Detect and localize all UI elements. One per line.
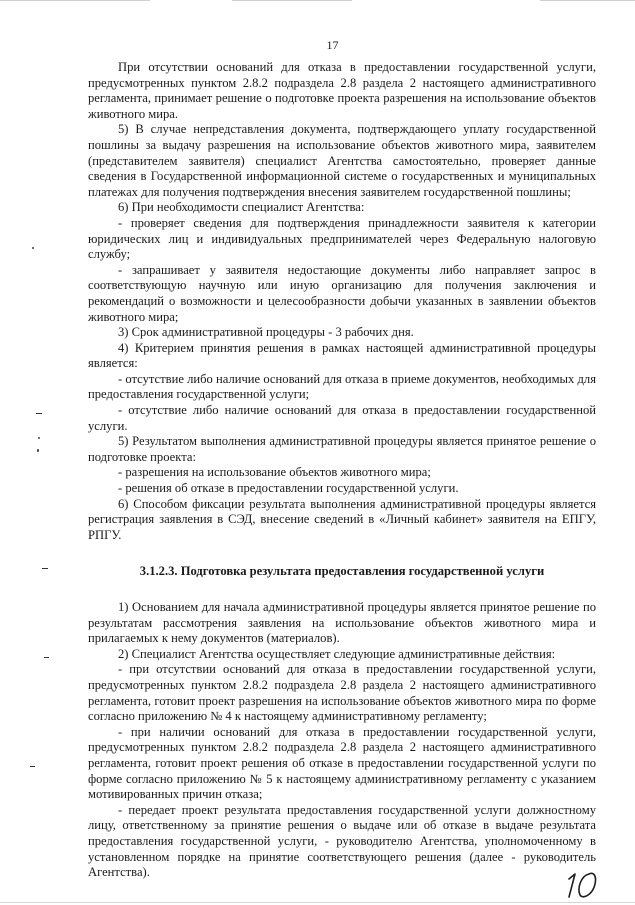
- paragraph: - запрашивает у заявителя недостающие документы либо направляет запрос в соответствующую научную или иную организацию для получения заключения и рекомендаций о возможности и целесообразности добычи указанных в заявлении объектов животного мира;: [88, 262, 596, 324]
- margin-speck: [36, 413, 42, 414]
- margin-speck: [44, 657, 49, 658]
- margin-speck: [32, 247, 34, 249]
- section-title: 3.1.2.3. Подготовка результата предоставления государственной услуги: [139, 564, 545, 579]
- top-edge-line: [540, 0, 635, 1]
- paragraph: 3) Срок административной процедуры - 3 рабочих дня.: [118, 325, 414, 340]
- paragraph: - отсутствие либо наличие оснований для отказа в приеме документов, необходимых для предоставления государственной услуги;: [88, 371, 596, 402]
- paragraph: - разрешения на использование объектов животного мира;: [118, 465, 431, 480]
- paragraph: 5) В случае непредставления документа, подтверждающего уплату государственной пошлины за выдачу разрешения на использование объектов животного мира, заявителем (представителем заявителя) специалист Агентства самостоятельно, проверяет данные сведения в Государственной информационной системе о государственных и муниципальных платежах для получения подтверждения внесения заявителем государственной пошлины;: [88, 122, 596, 199]
- margin-speck: [37, 449, 39, 452]
- paragraph: 5) Результатом выполнения административной процедуры является принятое решение о подготовке проекта:: [88, 434, 596, 464]
- paragraph: - отсутствие либо наличие оснований для отказа в предоставлении государственной услуги.: [88, 403, 596, 433]
- paragraph: - решения об отказе в предоставлении государственной услуги.: [118, 481, 459, 496]
- margin-speck: [38, 437, 40, 439]
- bottom-edge-line: [0, 902, 635, 903]
- paragraph: - передает проект результата предоставления государственной услуги должностному лицу, ответственному за принятие решения о выдаче или об отказе в выдаче результата предоставления государственной услуги, - руководителю Агентства, уполномоченному в установленном порядке на принятие соответствующего решения (далее - руководитель Агентства).: [88, 802, 596, 880]
- top-edge-line: [0, 0, 150, 1]
- paragraph: - при наличии оснований для отказа в предоставлении государственной услуги, предусмотренных пунктом 2.8.2 подраздела 2.8 раздела 2 настоящего административного регламента, готовит проект решения об отказе в предоставлении государственной услуги по форме согласно приложению № 5 к настоящему административному регламенту с указанием мотивированных причин отказа;: [88, 724, 596, 802]
- paragraph: 2) Специалист Агентства осуществляет следующие административные действия:: [118, 646, 556, 661]
- top-edge-line: [232, 0, 352, 1]
- paragraph: - проверяет сведения для подтверждения принадлежности заявителя к категории юридических лиц и индивидуальных предпринимателей через Федеральную налоговую службу;: [88, 215, 596, 262]
- margin-speck: [30, 766, 35, 767]
- paragraph: 4) Критерием принятия решения в рамках настоящей административной процедуры является:: [88, 340, 596, 371]
- paragraph: При отсутствии оснований для отказа в предоставлении государственной услуги, предусмотренных пунктом 2.8.2 подраздела 2.8 раздела 2 настоящего административного регламента, принимает решение о подготовке проекта разрешения на использование объектов животного мира.: [88, 60, 596, 121]
- paragraph: 1) Основанием для начала административной процедуры является принятое решение по результатам рассмотрения заявления на использование объектов животного мира и прилагаемых к нему документов (материалов).: [88, 600, 596, 646]
- page-number: 17: [326, 38, 339, 52]
- paragraph: 6) Способом фиксации результата выполнения административной процедуры является регистрация заявления в СЭД, внесение сведений в «Личный кабинет» заявителя на ЕПГУ, РПГУ.: [88, 496, 596, 542]
- handwritten-page-number: [563, 870, 603, 900]
- document-body: [88, 60, 596, 881]
- paragraph: - при отсутствии оснований для отказа в предоставлении государственной услуги, предусмотренных пунктом 2.8.2 подраздела 2.8 раздела 2 настоящего административного регламента, готовит проект разрешения на использование объектов животного мира по форме согласно приложению № 4 к настоящему административному регламенту;: [88, 662, 596, 724]
- paragraph: 6) При необходимости специалист Агентства:: [118, 200, 365, 215]
- margin-speck: [42, 568, 48, 569]
